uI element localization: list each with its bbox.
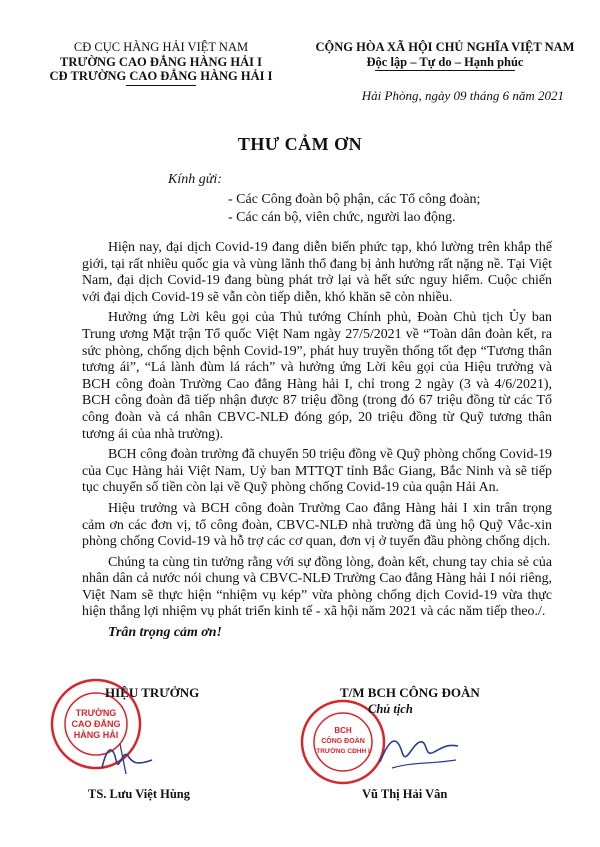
school-union-name: CĐ TRƯỜNG CAO ĐẲNG HÀNG HẢI I bbox=[49, 69, 273, 83]
letter-body bbox=[82, 240, 552, 646]
header-right bbox=[300, 40, 590, 71]
union-chair-name: Vũ Thị Hải Vân bbox=[362, 787, 448, 801]
principal-name: TS. Lưu Việt Hùng bbox=[88, 787, 190, 801]
recipient-line: - Các cán bộ, viên chức, người lao động. bbox=[228, 210, 456, 225]
svg-text:HÀNG HẢI: HÀNG HẢI bbox=[73, 730, 119, 740]
paragraph: Chúng ta cùng tin tưởng rằng với sự đồng lòng, đoàn kết, chung tay chia sẻ của nhân dân cả nước nói chung và CBVC-NLĐ Trường Cao đẳng Hàng hải I nói riêng, Việt Nam sẽ thực hiện “nhiệm vụ kép” vừa phòng chống dịch Covid-19 vừa thực hiện thắng lợi nhiệm vụ phát triển kinh tế - xã hội năm 2021 và các năm tiếp theo./. bbox=[82, 554, 552, 620]
greeting: Kính gửi: bbox=[168, 172, 222, 187]
parent-union-name: CĐ CỤC HÀNG HẢI VIỆT NAM bbox=[73, 40, 249, 54]
document-date: Hải Phòng, ngày 09 tháng 6 năm 2021 bbox=[361, 88, 564, 103]
closing-line: Trân trọng cảm ơn! bbox=[108, 625, 222, 641]
header-right-underline bbox=[375, 70, 515, 71]
principal-title: HIỆU TRƯỞNG bbox=[105, 685, 200, 700]
paragraph: Hưởng ứng Lời kêu gọi của Thủ tướng Chính phủ, Đoàn Chủ tịch Ủy ban Trung ương Mặt trận Tổ quốc Việt Nam ngày 27/5/2021 về “Toàn dân đoàn kết, ra sức phòng, chống dịch bệnh Covid-19”, phát huy truyền thống tốt đẹp “Tương thân tương ái”, “Lá lành đùm lá rách” và hưởng ứng Lời kêu gọi của Hiệu trưởng và BCH công đoàn Trường Cao đẳng Hàng hải I, chỉ trong 2 ngày (3 và 4/6/2021), BCH công đoàn đã tiếp nhận được 87 triệu đồng (trong đó 67 triệu đồng từ các Tổ công đoàn và cá nhân CBVC-NLĐ đóng góp, 20 triệu đồng từ Quỹ tương thân tương ái của nhà trường). bbox=[82, 310, 552, 442]
national-motto: Độc lập – Tự do – Hạnh phúc bbox=[366, 54, 524, 69]
principal-signature bbox=[92, 730, 162, 780]
svg-text:TRƯỜNG CĐHH I: TRƯỜNG CĐHH I bbox=[316, 748, 370, 755]
union-chair-signature bbox=[372, 722, 472, 780]
country-name: CỘNG HÒA XÃ HỘI CHỦ NGHĨA VIỆT NAM bbox=[315, 40, 575, 54]
paragraph: Hiện nay, đại dịch Covid-19 đang diễn biến phức tạp, khó lường trên khắp thế giới, tại rất nhiều quốc gia và vùng lãnh thổ đang bị ảnh hưởng rất nặng nề. Tại Việt Nam, đại dịch Covid-19 đang bùng phát trở lại và hết sức nguy hiểm. Cuộc chiến với đại dịch Covid-19 sẽ vẫn còn tiếp diễn, khó khăn sẽ còn nhiều. bbox=[82, 240, 552, 305]
union-title: T/M BCH CÔNG ĐOÀN bbox=[340, 685, 480, 700]
header-left bbox=[46, 40, 276, 86]
header-left-underline bbox=[126, 85, 196, 86]
union-chair-title: Chủ tịch bbox=[368, 702, 413, 716]
svg-text:CAO ĐẲNG: CAO ĐẲNG bbox=[71, 719, 121, 729]
svg-text:BCH: BCH bbox=[334, 726, 352, 735]
svg-text:CÔNG ĐOÀN: CÔNG ĐOÀN bbox=[321, 738, 365, 745]
paragraph: BCH công đoàn trường đã chuyển 50 triệu đồng về Quỹ phòng chống Covid-19 của Cục Hàng hải Việt Nam, Uỷ ban MTTQT tỉnh Bắc Giang, Bắc Ninh và sẽ tiếp tục chuyển số tiền còn lại về Quỹ phòng chống Covid-19 của quận Hải An. bbox=[82, 447, 552, 496]
recipient-line: - Các Công đoàn bộ phận, các Tổ công đoàn; bbox=[228, 192, 481, 207]
paragraph: Hiệu trưởng và BCH công đoàn Trường Cao đẳng Hàng hải I xin trân trọng cảm ơn các đơn vị, tổ công đoàn, CBVC-NLĐ nhà trường đã ủng hộ Quỹ Vắc-xin phòng chống Covid-19 và hỗ trợ các cơ quan, đơn vị ở tuyến đầu phòng chống dịch. bbox=[82, 500, 552, 550]
svg-text:TRƯỜNG: TRƯỜNG bbox=[75, 708, 117, 718]
school-name: TRƯỜNG CAO ĐẲNG HÀNG HẢI I bbox=[60, 54, 262, 69]
document-title: THƯ CẢM ƠN bbox=[237, 134, 363, 154]
